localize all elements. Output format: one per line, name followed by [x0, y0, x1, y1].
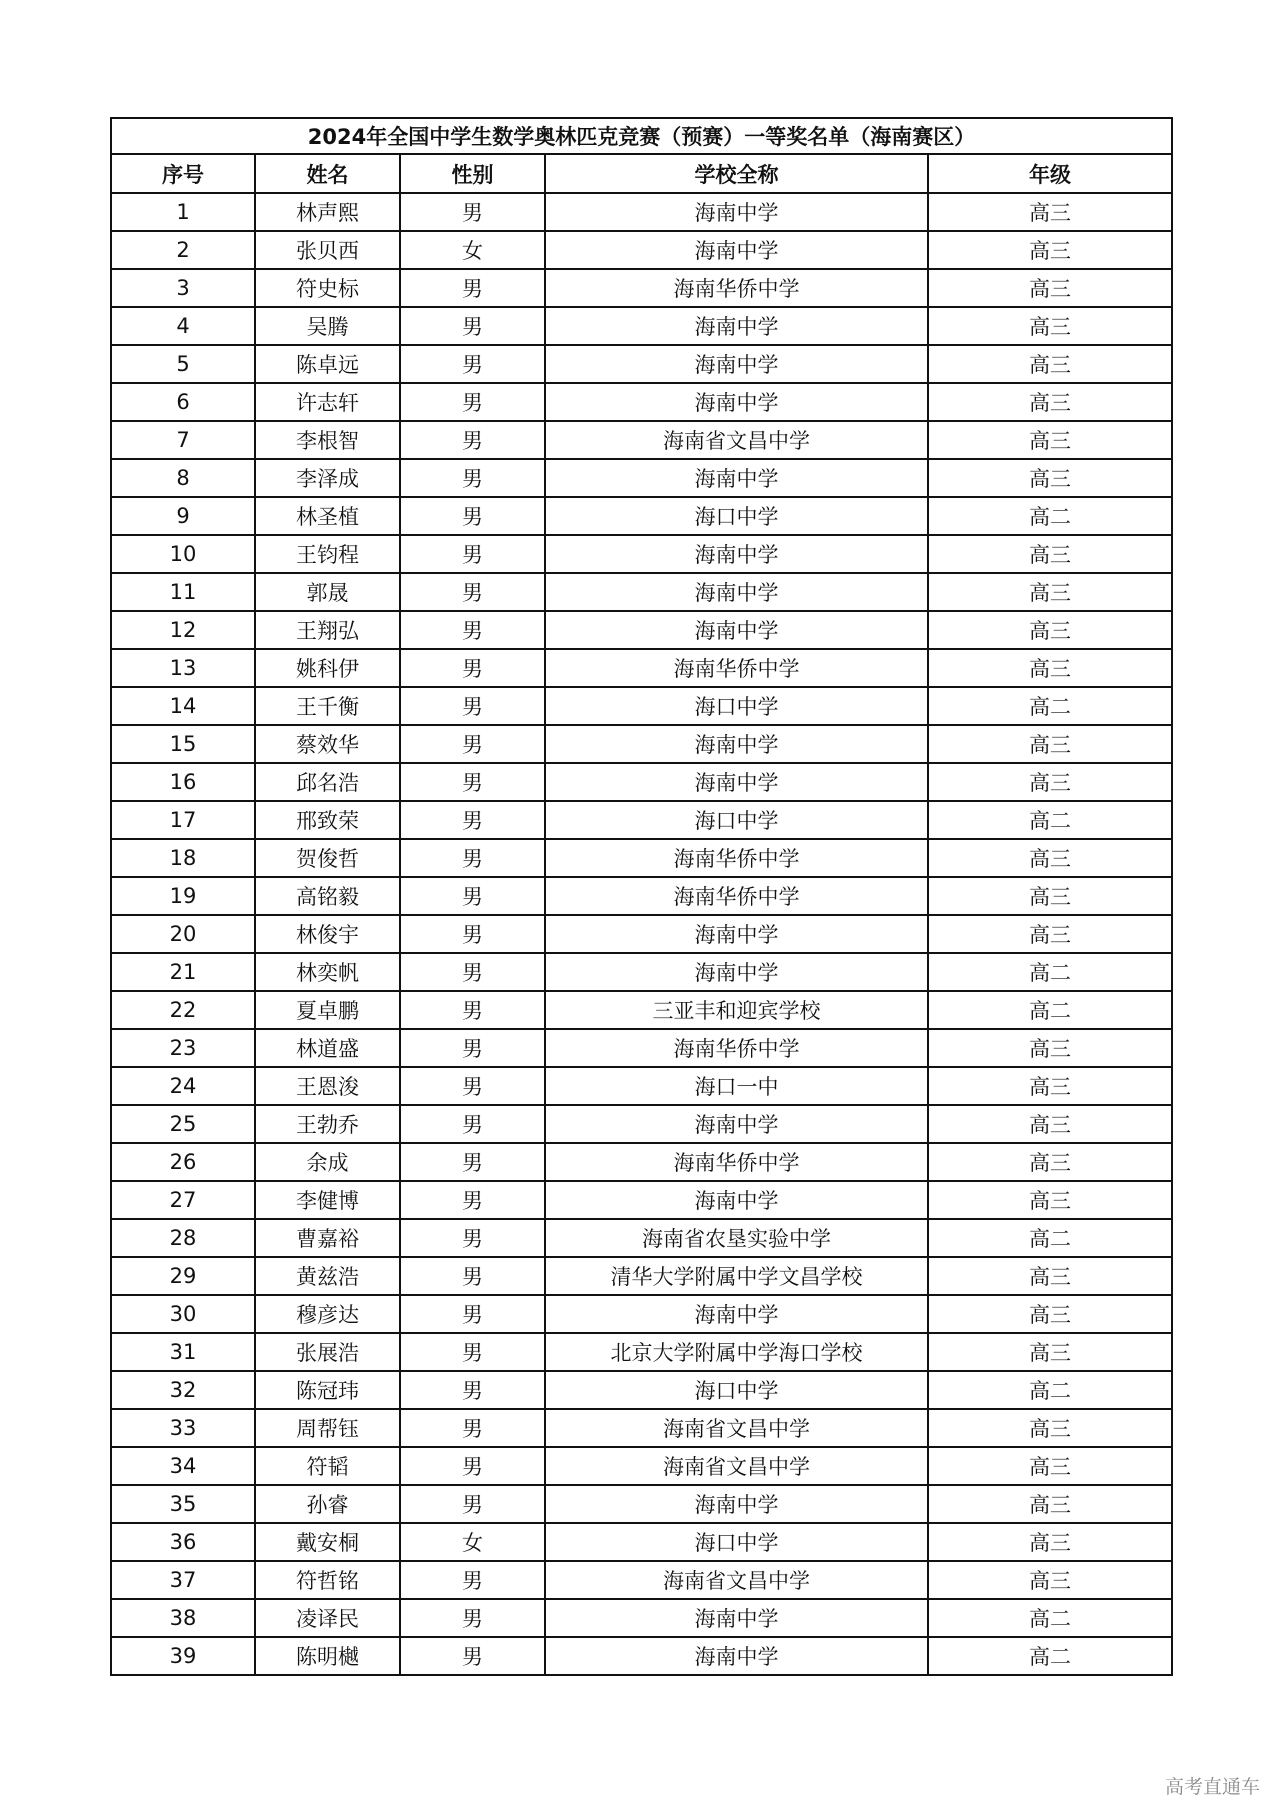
table-row — [111, 307, 1172, 345]
cell-gender: 男 — [400, 1447, 545, 1485]
cell-index: 25 — [111, 1105, 255, 1143]
table-row — [111, 1409, 1172, 1447]
cell-grade: 高三 — [928, 1561, 1172, 1599]
cell-grade: 高三 — [928, 1181, 1172, 1219]
cell-name: 李泽成 — [255, 459, 400, 497]
cell-index: 34 — [111, 1447, 255, 1485]
cell-grade: 高二 — [928, 953, 1172, 991]
cell-gender: 男 — [400, 1371, 545, 1409]
cell-index: 29 — [111, 1257, 255, 1295]
cell-grade: 高三 — [928, 1523, 1172, 1561]
cell-index: 20 — [111, 915, 255, 953]
table-row — [111, 345, 1172, 383]
cell-name: 王千衡 — [255, 687, 400, 725]
cell-gender: 男 — [400, 383, 545, 421]
cell-name: 王勃乔 — [255, 1105, 400, 1143]
cell-grade: 高二 — [928, 801, 1172, 839]
cell-name: 戴安桐 — [255, 1523, 400, 1561]
cell-name: 符史标 — [255, 269, 400, 307]
cell-index: 17 — [111, 801, 255, 839]
table-row — [111, 1523, 1172, 1561]
cell-index: 14 — [111, 687, 255, 725]
cell-gender: 男 — [400, 687, 545, 725]
cell-gender: 男 — [400, 649, 545, 687]
cell-name: 孙睿 — [255, 1485, 400, 1523]
cell-name: 黄兹浩 — [255, 1257, 400, 1295]
table-row — [111, 801, 1172, 839]
cell-school: 海南中学 — [545, 1295, 928, 1333]
cell-index: 6 — [111, 383, 255, 421]
cell-grade: 高三 — [928, 649, 1172, 687]
cell-name: 邱名浩 — [255, 763, 400, 801]
table-row — [111, 1371, 1172, 1409]
cell-grade: 高二 — [928, 1219, 1172, 1257]
cell-gender: 男 — [400, 1333, 545, 1371]
cell-index: 11 — [111, 573, 255, 611]
cell-grade: 高三 — [928, 383, 1172, 421]
cell-school: 海南中学 — [545, 1485, 928, 1523]
cell-name: 高铭毅 — [255, 877, 400, 915]
cell-school: 海南中学 — [545, 383, 928, 421]
table-row — [111, 1333, 1172, 1371]
watermark: 高考直通车 — [1164, 1776, 1260, 1798]
table-row — [111, 763, 1172, 801]
cell-index: 26 — [111, 1143, 255, 1181]
cell-school: 海南中学 — [545, 573, 928, 611]
cell-school: 海南中学 — [545, 1181, 928, 1219]
cell-index: 12 — [111, 611, 255, 649]
header-index: 序号 — [111, 154, 255, 193]
cell-school: 海南华侨中学 — [545, 1029, 928, 1067]
cell-grade: 高三 — [928, 725, 1172, 763]
cell-grade: 高二 — [928, 687, 1172, 725]
table-row — [111, 1295, 1172, 1333]
cell-school: 海南华侨中学 — [545, 1143, 928, 1181]
cell-grade: 高三 — [928, 269, 1172, 307]
cell-grade: 高三 — [928, 611, 1172, 649]
cell-grade: 高三 — [928, 1447, 1172, 1485]
cell-gender: 男 — [400, 1257, 545, 1295]
cell-index: 8 — [111, 459, 255, 497]
cell-school: 海南省文昌中学 — [545, 421, 928, 459]
cell-school: 海南华侨中学 — [545, 877, 928, 915]
cell-name: 曹嘉裕 — [255, 1219, 400, 1257]
cell-gender: 男 — [400, 1485, 545, 1523]
cell-index: 27 — [111, 1181, 255, 1219]
cell-gender: 男 — [400, 269, 545, 307]
cell-index: 4 — [111, 307, 255, 345]
cell-name: 王翔弘 — [255, 611, 400, 649]
cell-gender: 男 — [400, 421, 545, 459]
cell-gender: 男 — [400, 991, 545, 1029]
cell-school: 海南中学 — [545, 193, 928, 231]
cell-grade: 高三 — [928, 573, 1172, 611]
cell-name: 陈明樾 — [255, 1637, 400, 1675]
table-row — [111, 193, 1172, 231]
cell-school: 海南省农垦实验中学 — [545, 1219, 928, 1257]
table-row — [111, 1599, 1172, 1637]
cell-school: 海南中学 — [545, 611, 928, 649]
cell-school: 三亚丰和迎宾学校 — [545, 991, 928, 1029]
table-row — [111, 421, 1172, 459]
cell-name: 姚科伊 — [255, 649, 400, 687]
cell-grade: 高三 — [928, 839, 1172, 877]
header-school: 学校全称 — [545, 154, 928, 193]
cell-index: 5 — [111, 345, 255, 383]
cell-gender: 男 — [400, 1295, 545, 1333]
cell-index: 30 — [111, 1295, 255, 1333]
table-row — [111, 915, 1172, 953]
cell-grade: 高三 — [928, 763, 1172, 801]
cell-gender: 男 — [400, 535, 545, 573]
cell-gender: 男 — [400, 1409, 545, 1447]
cell-gender: 男 — [400, 1181, 545, 1219]
cell-name: 林俊宇 — [255, 915, 400, 953]
cell-grade: 高三 — [928, 1029, 1172, 1067]
cell-name: 张贝西 — [255, 231, 400, 269]
cell-gender: 男 — [400, 915, 545, 953]
cell-gender: 男 — [400, 573, 545, 611]
cell-name: 贺俊哲 — [255, 839, 400, 877]
cell-school: 海南中学 — [545, 535, 928, 573]
table-row — [111, 1105, 1172, 1143]
cell-school: 海南华侨中学 — [545, 839, 928, 877]
cell-gender: 男 — [400, 1637, 545, 1675]
cell-grade: 高三 — [928, 1295, 1172, 1333]
cell-gender: 男 — [400, 1029, 545, 1067]
cell-gender: 男 — [400, 877, 545, 915]
cell-name: 符韬 — [255, 1447, 400, 1485]
table-row — [111, 497, 1172, 535]
cell-school: 海口中学 — [545, 1371, 928, 1409]
cell-grade: 高三 — [928, 307, 1172, 345]
cell-index: 32 — [111, 1371, 255, 1409]
cell-index: 9 — [111, 497, 255, 535]
cell-school: 海南省文昌中学 — [545, 1447, 928, 1485]
cell-name: 夏卓鹏 — [255, 991, 400, 1029]
cell-index: 37 — [111, 1561, 255, 1599]
table-row — [111, 535, 1172, 573]
cell-school: 海南中学 — [545, 1599, 928, 1637]
cell-grade: 高三 — [928, 1333, 1172, 1371]
cell-name: 吴腾 — [255, 307, 400, 345]
cell-index: 7 — [111, 421, 255, 459]
cell-name: 林圣植 — [255, 497, 400, 535]
cell-grade: 高三 — [928, 1105, 1172, 1143]
cell-index: 21 — [111, 953, 255, 991]
cell-name: 王钧程 — [255, 535, 400, 573]
header-name: 姓名 — [255, 154, 400, 193]
table-row — [111, 383, 1172, 421]
cell-name: 蔡效华 — [255, 725, 400, 763]
table-row — [111, 839, 1172, 877]
table-row — [111, 687, 1172, 725]
cell-name: 穆彦达 — [255, 1295, 400, 1333]
header-row — [111, 154, 1172, 193]
table-row — [111, 459, 1172, 497]
table-row — [111, 1447, 1172, 1485]
table-row — [111, 1257, 1172, 1295]
cell-school: 海南省文昌中学 — [545, 1561, 928, 1599]
cell-index: 24 — [111, 1067, 255, 1105]
cell-name: 许志轩 — [255, 383, 400, 421]
table-row — [111, 1219, 1172, 1257]
cell-gender: 男 — [400, 611, 545, 649]
cell-gender: 男 — [400, 1561, 545, 1599]
cell-index: 13 — [111, 649, 255, 687]
cell-grade: 高三 — [928, 345, 1172, 383]
cell-name: 张展浩 — [255, 1333, 400, 1371]
cell-index: 31 — [111, 1333, 255, 1371]
cell-school: 海南中学 — [545, 953, 928, 991]
cell-grade: 高三 — [928, 535, 1172, 573]
cell-index: 38 — [111, 1599, 255, 1637]
table-row — [111, 1637, 1172, 1675]
header-gender: 性别 — [400, 154, 545, 193]
cell-school: 海南华侨中学 — [545, 269, 928, 307]
cell-school: 海口中学 — [545, 497, 928, 535]
cell-grade: 高三 — [928, 877, 1172, 915]
table-row — [111, 877, 1172, 915]
table-row — [111, 953, 1172, 991]
cell-grade: 高三 — [928, 459, 1172, 497]
table-row — [111, 269, 1172, 307]
table-row — [111, 231, 1172, 269]
cell-gender: 男 — [400, 763, 545, 801]
cell-name: 王恩浚 — [255, 1067, 400, 1105]
cell-school: 北京大学附属中学海口学校 — [545, 1333, 928, 1371]
table-body — [111, 193, 1172, 1675]
cell-grade: 高三 — [928, 915, 1172, 953]
table-row — [111, 573, 1172, 611]
cell-school: 清华大学附属中学文昌学校 — [545, 1257, 928, 1295]
cell-gender: 男 — [400, 1105, 545, 1143]
cell-school: 海南省文昌中学 — [545, 1409, 928, 1447]
cell-school: 海口中学 — [545, 687, 928, 725]
cell-index: 1 — [111, 193, 255, 231]
cell-gender: 男 — [400, 801, 545, 839]
cell-index: 33 — [111, 1409, 255, 1447]
cell-gender: 男 — [400, 839, 545, 877]
cell-name: 林奕帆 — [255, 953, 400, 991]
title-row — [111, 118, 1172, 154]
table-row — [111, 725, 1172, 763]
cell-grade: 高三 — [928, 421, 1172, 459]
cell-name: 林声熙 — [255, 193, 400, 231]
cell-grade: 高三 — [928, 193, 1172, 231]
table-row — [111, 991, 1172, 1029]
cell-grade: 高三 — [928, 231, 1172, 269]
cell-gender: 男 — [400, 1143, 545, 1181]
cell-school: 海口中学 — [545, 1523, 928, 1561]
cell-gender: 男 — [400, 497, 545, 535]
cell-index: 19 — [111, 877, 255, 915]
cell-gender: 男 — [400, 307, 545, 345]
cell-name: 周帮钰 — [255, 1409, 400, 1447]
cell-gender: 男 — [400, 1599, 545, 1637]
cell-name: 凌译民 — [255, 1599, 400, 1637]
cell-school: 海南中学 — [545, 725, 928, 763]
cell-grade: 高三 — [928, 1485, 1172, 1523]
cell-name: 李健博 — [255, 1181, 400, 1219]
cell-index: 23 — [111, 1029, 255, 1067]
cell-school: 海南中学 — [545, 1105, 928, 1143]
cell-name: 陈卓远 — [255, 345, 400, 383]
cell-gender: 男 — [400, 193, 545, 231]
cell-grade: 高三 — [928, 1143, 1172, 1181]
cell-school: 海口中学 — [545, 801, 928, 839]
cell-gender: 男 — [400, 1067, 545, 1105]
cell-gender: 男 — [400, 725, 545, 763]
cell-grade: 高二 — [928, 1599, 1172, 1637]
table-row — [111, 611, 1172, 649]
cell-name: 郭晟 — [255, 573, 400, 611]
table-row — [111, 1561, 1172, 1599]
cell-index: 15 — [111, 725, 255, 763]
cell-index: 18 — [111, 839, 255, 877]
cell-grade: 高三 — [928, 1067, 1172, 1105]
table-row — [111, 1485, 1172, 1523]
cell-gender: 男 — [400, 1219, 545, 1257]
cell-name: 余成 — [255, 1143, 400, 1181]
cell-index: 22 — [111, 991, 255, 1029]
table-title: 2024年全国中学生数学奥林匹克竞赛（预赛）一等奖名单（海南赛区） — [111, 118, 1172, 154]
cell-school: 海南中学 — [545, 915, 928, 953]
cell-index: 2 — [111, 231, 255, 269]
award-list-table — [110, 117, 1173, 1676]
cell-grade: 高三 — [928, 1409, 1172, 1447]
cell-school: 海南中学 — [545, 459, 928, 497]
cell-school: 海口一中 — [545, 1067, 928, 1105]
cell-name: 邢致荣 — [255, 801, 400, 839]
cell-school: 海南中学 — [545, 345, 928, 383]
cell-name: 符哲铭 — [255, 1561, 400, 1599]
cell-school: 海南中学 — [545, 231, 928, 269]
table-row — [111, 1029, 1172, 1067]
cell-gender: 男 — [400, 953, 545, 991]
cell-grade: 高二 — [928, 1637, 1172, 1675]
cell-index: 28 — [111, 1219, 255, 1257]
cell-index: 16 — [111, 763, 255, 801]
cell-index: 3 — [111, 269, 255, 307]
cell-grade: 高三 — [928, 1257, 1172, 1295]
table-row — [111, 1067, 1172, 1105]
table-row — [111, 1143, 1172, 1181]
cell-gender: 男 — [400, 345, 545, 383]
cell-school: 海南中学 — [545, 307, 928, 345]
cell-grade: 高二 — [928, 497, 1172, 535]
cell-index: 36 — [111, 1523, 255, 1561]
cell-school: 海南中学 — [545, 763, 928, 801]
cell-grade: 高二 — [928, 991, 1172, 1029]
table-row — [111, 649, 1172, 687]
cell-school: 海南华侨中学 — [545, 649, 928, 687]
cell-gender: 男 — [400, 459, 545, 497]
header-grade: 年级 — [928, 154, 1172, 193]
cell-school: 海南中学 — [545, 1637, 928, 1675]
cell-name: 陈冠玮 — [255, 1371, 400, 1409]
cell-name: 李根智 — [255, 421, 400, 459]
cell-gender: 女 — [400, 231, 545, 269]
cell-index: 35 — [111, 1485, 255, 1523]
cell-grade: 高二 — [928, 1371, 1172, 1409]
cell-gender: 女 — [400, 1523, 545, 1561]
table-row — [111, 1181, 1172, 1219]
cell-index: 39 — [111, 1637, 255, 1675]
cell-name: 林道盛 — [255, 1029, 400, 1067]
cell-index: 10 — [111, 535, 255, 573]
